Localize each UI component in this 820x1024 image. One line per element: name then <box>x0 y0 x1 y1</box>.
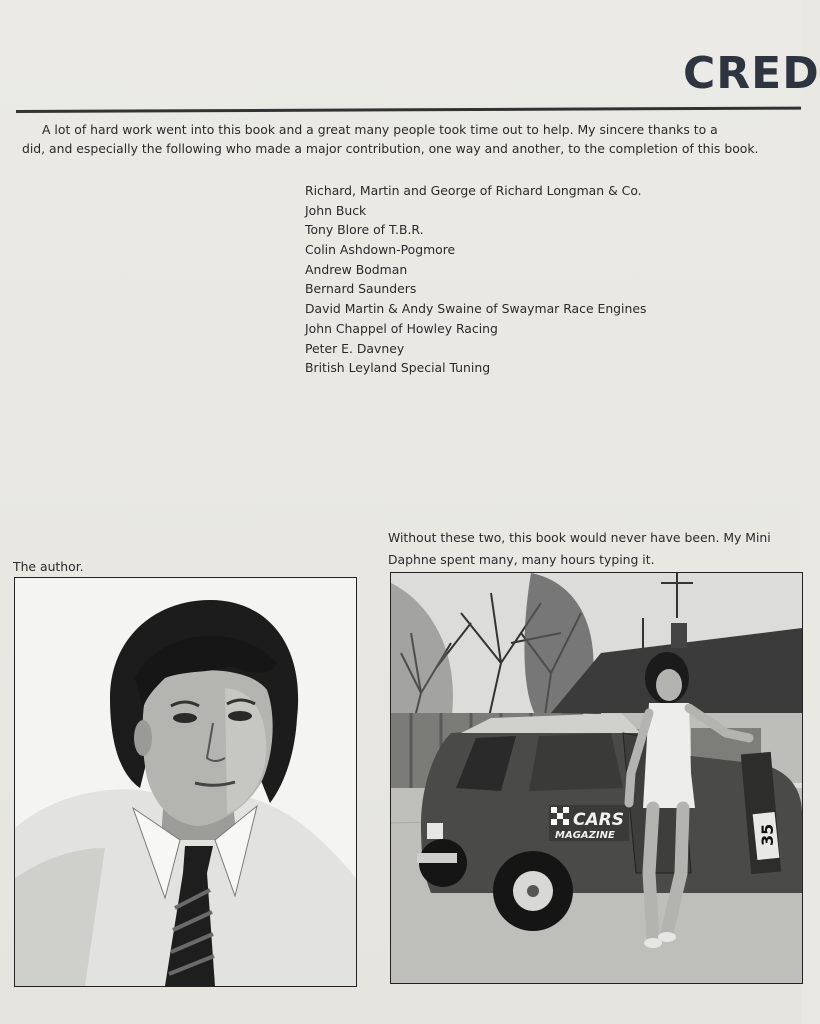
credit-item: Bernard Saunders <box>305 281 417 297</box>
mini-caption-line-1: Without these two, this book would never have been. My Mini <box>388 530 771 545</box>
author-portrait-illustration <box>15 578 356 986</box>
race-number: 35 <box>758 823 777 846</box>
author-photo-caption: The author. <box>13 559 84 574</box>
credit-item: David Martin & Andy Swaine of Swaymar Race Engines <box>305 301 647 317</box>
mini-car-illustration <box>391 573 802 983</box>
intro-line-1: A lot of hard work went into this book and a great many people took time out to help. My sincere thanks to a <box>42 122 718 137</box>
credit-item: Andrew Bodman <box>305 261 408 277</box>
credit-item: Tony Blore of T.B.R. <box>305 222 424 238</box>
credit-item: John Chappel of Howley Racing <box>305 320 498 336</box>
intro-paragraph <box>22 120 812 158</box>
credit-item: British Leyland Special Tuning <box>305 360 491 376</box>
heading-rule <box>16 107 801 113</box>
credits-list <box>305 181 646 378</box>
author-photo <box>14 577 357 987</box>
intro-line-2: did, and especially the following who made a major contribution, one way and another, to the completion of this book. <box>22 141 759 156</box>
car-decal-text: CARS <box>573 810 624 830</box>
car-decal-subtext: MAGAZINE <box>555 830 615 841</box>
mini-caption-line-2: Daphne spent many, many hours typing it. <box>388 552 655 567</box>
mini-car-photo <box>390 572 803 984</box>
mini-photo-caption <box>388 527 771 571</box>
credit-item: Colin Ashdown-Pogmore <box>305 242 456 258</box>
page-heading: CRED <box>683 48 820 99</box>
credit-item: Peter E. Davney <box>305 340 405 356</box>
credit-item: John Buck <box>305 202 367 218</box>
credit-item: Richard, Martin and George of Richard Longman & Co. <box>305 183 642 198</box>
